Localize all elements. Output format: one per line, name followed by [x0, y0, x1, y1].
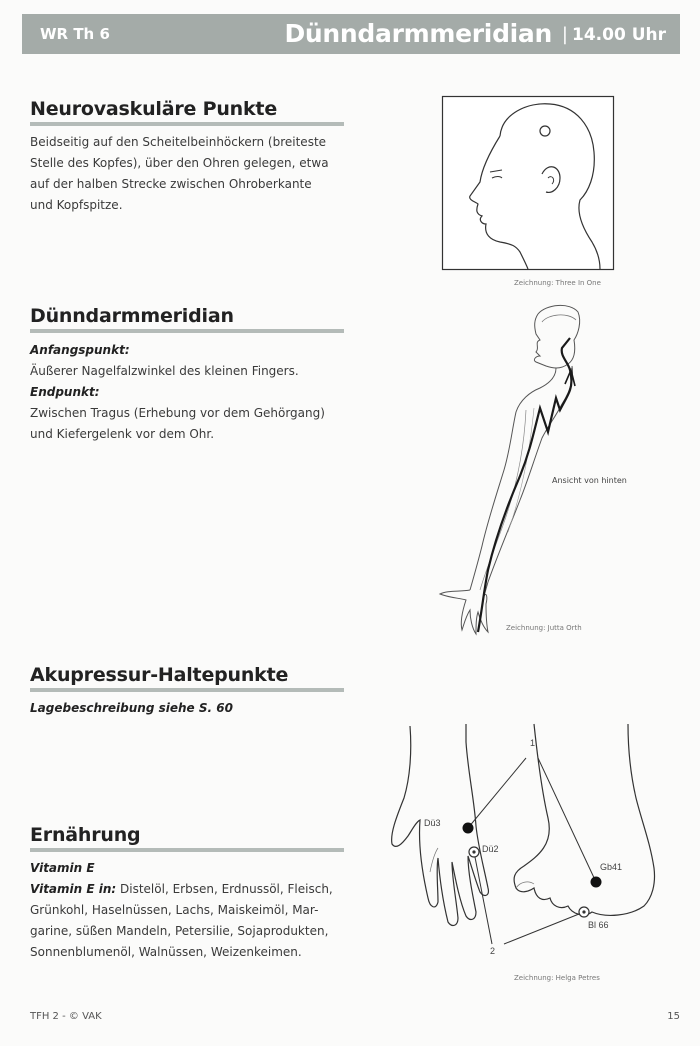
end-point-label: Endpunkt:: [30, 385, 100, 399]
start-point-text: Äußerer Nagelfalzwinkel des kleinen Fingers.: [30, 364, 299, 378]
section-rule: [30, 122, 344, 126]
acupressure-subtitle-wrap: [30, 698, 360, 719]
text-line: Beidseitig auf den Scheitelbeinhöckern (breiteste: [30, 135, 327, 149]
header-bar: [22, 14, 680, 54]
view-label: Ansicht von hinten: [552, 476, 627, 485]
head-profile-drawing: [442, 96, 614, 270]
point-label-du2: Dü2: [482, 844, 499, 854]
title-separator: |: [561, 24, 568, 45]
text-span: Distelöl, Erbsen, Erdnussöl, Fleisch,: [116, 882, 333, 896]
page-code: WR Th 6: [40, 25, 110, 43]
text-line: garine, süßen Mandeln, Petersilie, Sojaprodukten,: [30, 924, 329, 938]
time-label: 14.00 Uhr: [572, 25, 666, 45]
neurovascular-text: [30, 132, 360, 216]
caption-head: Zeichnung: Three In One: [514, 279, 601, 287]
vitamin-in-label: Vitamin E in:: [30, 882, 117, 896]
section-title-meridian: Dünndarmmeridian: [30, 305, 234, 327]
arm-meridian-drawing: [430, 300, 680, 640]
section-rule: [30, 329, 344, 333]
text-line: Stelle des Kopfes), über den Ohren gelegen, etwa: [30, 156, 329, 170]
section-title-nutrition: Ernährung: [30, 824, 141, 846]
start-point-label: Anfangspunkt:: [30, 343, 130, 357]
point-group-label-2: 2: [490, 946, 496, 956]
text-line: auf der halben Strecke zwischen Ohroberkante: [30, 177, 312, 191]
caption-hand-foot: Zeichnung: Helga Petres: [514, 974, 600, 982]
text-line: [30, 879, 360, 900]
text-line: und Kiefergelenk vor dem Ohr.: [30, 427, 215, 441]
vitamin-label: Vitamin E: [30, 861, 95, 875]
section-title-acupressure: Akupressur-Haltepunkte: [30, 664, 289, 686]
text-line: und Kopfspitze.: [30, 198, 123, 212]
meridian-text: [30, 340, 360, 445]
hand-foot-points-drawing: [388, 722, 680, 972]
point-label-bl66: Bl 66: [588, 920, 609, 930]
text-line: Zwischen Tragus (Erhebung vor dem Gehörgang): [30, 406, 325, 420]
section-rule: [30, 688, 344, 692]
text-line: Grünkohl, Haselnüssen, Lachs, Maiskeimöl, Mar-: [30, 903, 319, 917]
acupressure-subtitle: Lagebeschreibung siehe S. 60: [30, 701, 233, 715]
text-line: Sonnenblumenöl, Walnüssen, Weizenkeimen.: [30, 945, 302, 959]
nutrition-text: [30, 858, 360, 963]
section-title-neurovascular: Neurovaskuläre Punkte: [30, 98, 278, 120]
point-label-gb41: Gb41: [600, 862, 623, 872]
footer-copyright: TFH 2 - © VAK: [30, 1011, 102, 1022]
point-label-du3: Dü3: [424, 818, 441, 828]
section-rule: [30, 848, 344, 852]
page-number: 15: [667, 1011, 680, 1022]
caption-arm: Zeichnung: Jutta Orth: [506, 624, 582, 632]
point-group-label-1: 1: [530, 738, 536, 748]
page-title: Dünndarmmeridian: [284, 19, 552, 48]
